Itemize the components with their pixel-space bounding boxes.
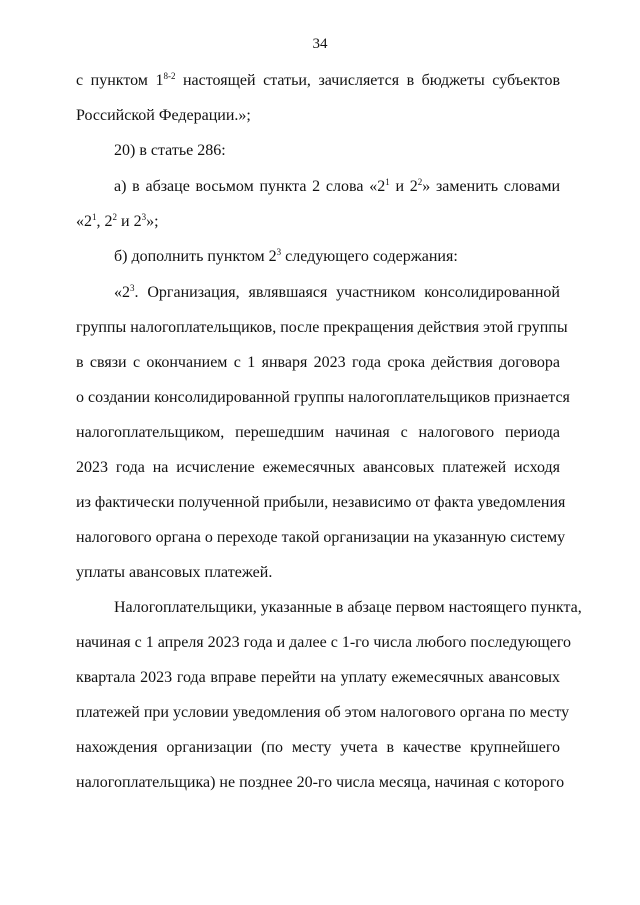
- text-line: 2023 года на исчисление ежемесячных авансовых платежей исходя: [76, 459, 560, 476]
- superscript: 3: [141, 212, 147, 222]
- superscript: 1: [385, 177, 390, 187]
- text-line: из фактически полученной прибыли, независимо от факта уведомления: [76, 494, 566, 511]
- superscript: 3: [276, 247, 282, 257]
- page-number: 34: [312, 36, 328, 52]
- text-line: Налогоплательщики, указанные в абзаце первом настоящего пункта,: [114, 599, 582, 616]
- text-line: Российской Федерации.»;: [76, 107, 251, 124]
- text-line: с пунктом 1$^{8-2}$ настоящей статьи, зачисляется в бюджеты субъектов: [76, 71, 560, 89]
- text-line: «$2^3$. Организация, являвшаяся участником консолидированной: [114, 283, 560, 301]
- text-line: в связи с окончанием с 1 января 2023 года срока действия договора: [76, 354, 560, 371]
- text-line: налогового органа о переходе такой организации на указанную систему: [76, 529, 566, 546]
- text-line: «$2^1$, $2^2$ и $2^3$»;: [76, 212, 159, 230]
- text-line: б) дополнить пунктом $2^3$ следующего содержания:: [114, 247, 458, 265]
- text-line: налогоплательщиком, перешедшим начиная с налогового периода: [76, 424, 560, 441]
- text-line: о создании консолидированной группы налогоплательщиков признается: [76, 389, 570, 406]
- superscript: 2: [417, 177, 423, 187]
- text-line: нахождения организации (по месту учета в качестве крупнейшего: [76, 739, 560, 756]
- superscript: 2: [112, 212, 117, 222]
- text-line: начиная с 1 апреля 2023 года и далее с 1-го числа любого последующего: [76, 634, 571, 651]
- text-line: группы налогоплательщиков, после прекращения действия этой группы: [76, 319, 568, 336]
- text-line: налогоплательщика) не позднее 20-го числа месяца, начиная с которого: [76, 774, 565, 791]
- text-line: 20) в статье 286:: [114, 142, 226, 159]
- superscript: 8-2: [163, 71, 176, 81]
- text-line: уплаты авансовых платежей.: [76, 564, 273, 581]
- superscript: 1: [92, 212, 97, 222]
- text-line: квартала 2023 года вправе перейти на уплату ежемесячных авансовых: [76, 669, 560, 686]
- superscript: 3: [130, 283, 135, 293]
- text-line: а) в абзаце восьмом пункта 2 слова «$2^1$ и $2^2$» заменить словами: [114, 177, 561, 195]
- text-line: платежей при условии уведомления об этом налогового органа по месту: [76, 704, 570, 721]
